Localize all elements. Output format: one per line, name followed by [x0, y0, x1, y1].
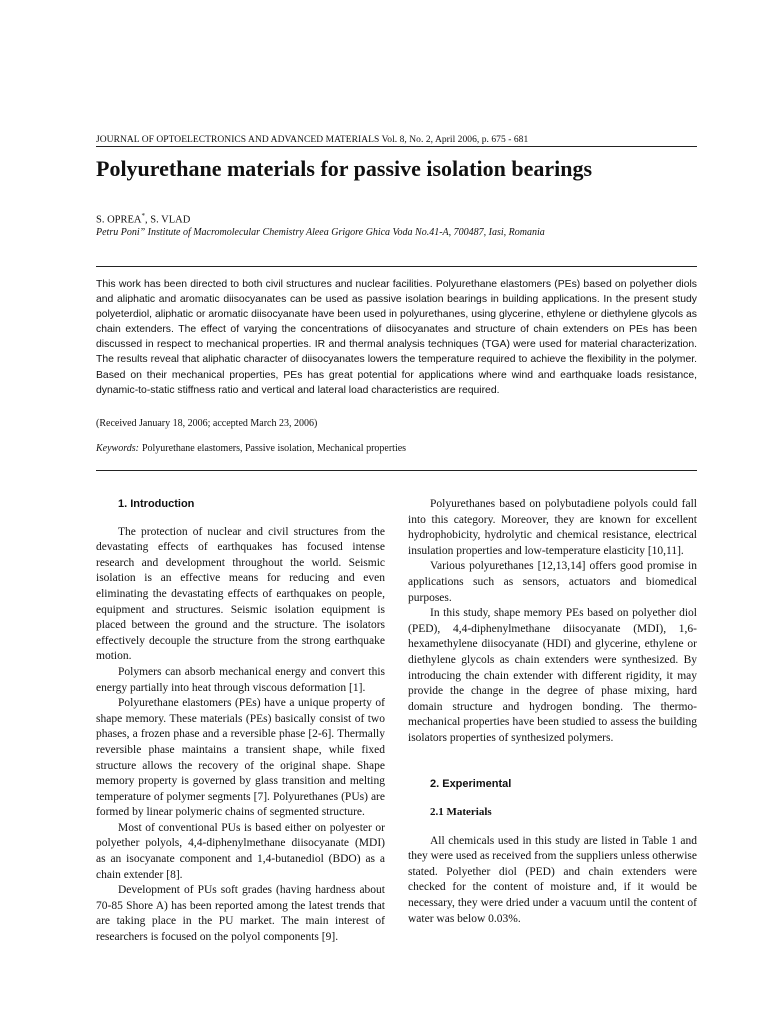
left-column: [96, 497, 385, 946]
abstract: This work has been directed to both civil structures and nuclear facilities. Polyurethane elastomers (PEs) based on polyether diols and aliphatic and aromatic diisocyanates can be used as passive isolation bearings in building applications. In the present study polyeterdiol, aliphatic or aromatic diisocyanate have been used in polyurethanes, using glycerine, ethylene or diethylene glycols as chain extenders. The effect of varying the concentrations of diisocyanates and structure of chain extenders on PEs has been discussed in respect to mechanical properties. IR and thermal analysis techniques (TGA) were used for material characterization. The results reveal that aliphatic character of diisocyanates lowers the temperature required to achieve the flexibility in the polymer. Based on their mechanical properties, PEs has great potential for applications where wind and earthquake loads resistance, dynamic-to-static stiffness ratio and vertical and lateral load characteristics are required.: [96, 279, 697, 396]
paragraph: Polyurethanes based on polybutadiene polyols could fall into this category. Moreover, they are known for excellent hydrophobicity, hydrolytic and chemical resistance, electrical insulation properties and low-temperature elasticity [10,11].: [408, 498, 697, 557]
header-rule: [96, 146, 697, 147]
journal-header: JOURNAL OF OPTOELECTRONICS AND ADVANCED MATERIALS Vol. 8, No. 2, April 2006, p. 675 - 681: [96, 135, 529, 145]
paragraph: Development of PUs soft grades (having hardness about 70-85 Shore A) has been reported among the latest trends that are taking place in the PU market. The main interest of researchers is focused on the polyol components [9].: [96, 884, 385, 944]
section-heading-introduction: 1. Introduction: [118, 498, 195, 510]
subsection-heading-materials: 2.1 Materials: [430, 806, 492, 819]
paragraph: Polyurethane elastomers (PEs) have a unique property of shape memory. These materials (PEs) basically consist of two phases, a frozen phase and a reversible phase [2-6]. Thermally reversible phase maintains a transient shape, while fixed structure allows the recovery of the original shape. Shape memory property is governed by glass transition and melting temperature of polymer segments [7]. Polyurethanes (PUs) are formed by linear polymeric chains of segmented structure.: [96, 697, 385, 819]
author-rest: , S. VLAD: [145, 214, 191, 226]
keywords-text: Polyurethane elastomers, Passive isolation, Mechanical properties: [141, 443, 407, 454]
paragraph: In this study, shape memory PEs based on polyether diol (PED), 4,4-diphenylmethane diisocyanate (MDI), 1,6-hexamethylene diisocyanate (HDI) and glycerine, ethylene or diethylene glycols as chain extenders were synthesized. By introducing the chain extender with different rigidity, it may provide the change in the degree of phase mixing, hard domain structure and hydrogen bonding. The thermo-mechanical properties have been studied to assess the building isolators properties of synthesized polymers.: [408, 607, 697, 744]
paragraph: Various polyurethanes [12,13,14] offers good promise in applications such as sensors, actuators and biomedical purposes.: [408, 560, 697, 604]
keywords: [96, 443, 406, 454]
paragraph: The protection of nuclear and civil structures from the devastating effects of earthquakes has focused intense research and development throughout the world. Seismic isolation is an effective means for reducing and even eliminating the devastating effects of earthquakes on people, equipment and structures. Seismic isolation equipment is placed between the ground and the structure. The isolators effectively decouple the structure from the strong earthquake motion.: [96, 525, 385, 663]
right-column: [408, 497, 697, 927]
author-first: S. OPREA: [96, 214, 142, 226]
section-heading-experimental: 2. Experimental: [430, 777, 512, 790]
keywords-label: Keywords:: [96, 443, 139, 454]
corresponding-mark: *: [141, 212, 146, 220]
abstract-bottom-rule: [96, 470, 697, 471]
paragraph: Polymers can absorb mechanical energy and convert this energy partially into heat through viscous deformation [1].: [96, 665, 385, 694]
affiliation: Petru Poni” Institute of Macromolecular Chemistry Aleea Grigore Ghica Voda No.41-A, 700487, Iasi, Romania: [96, 227, 545, 238]
abstract-top-rule: [96, 266, 697, 267]
authors: [96, 212, 190, 226]
received-dates: (Received January 18, 2006; accepted March 23, 2006): [96, 418, 318, 429]
paragraph: Most of conventional PUs is based either on polyester or polyether polyols, 4,4-diphenylmethane diisocyanate (MDI) as an isocyanate component and 1,4-butanediol (BDO) as a chain extender [8].: [96, 821, 385, 881]
paper-title: Polyurethane materials for passive isolation bearings: [96, 156, 593, 181]
paragraph: All chemicals used in this study are listed in Table 1 and they were used as received from the suppliers unless otherwise stated. Polyether diol (PED) and chain extenders were checked for the content of moisture and, if it would be necessary, they were dried under a vacuum until the content of water was below 0.03%.: [408, 834, 698, 925]
